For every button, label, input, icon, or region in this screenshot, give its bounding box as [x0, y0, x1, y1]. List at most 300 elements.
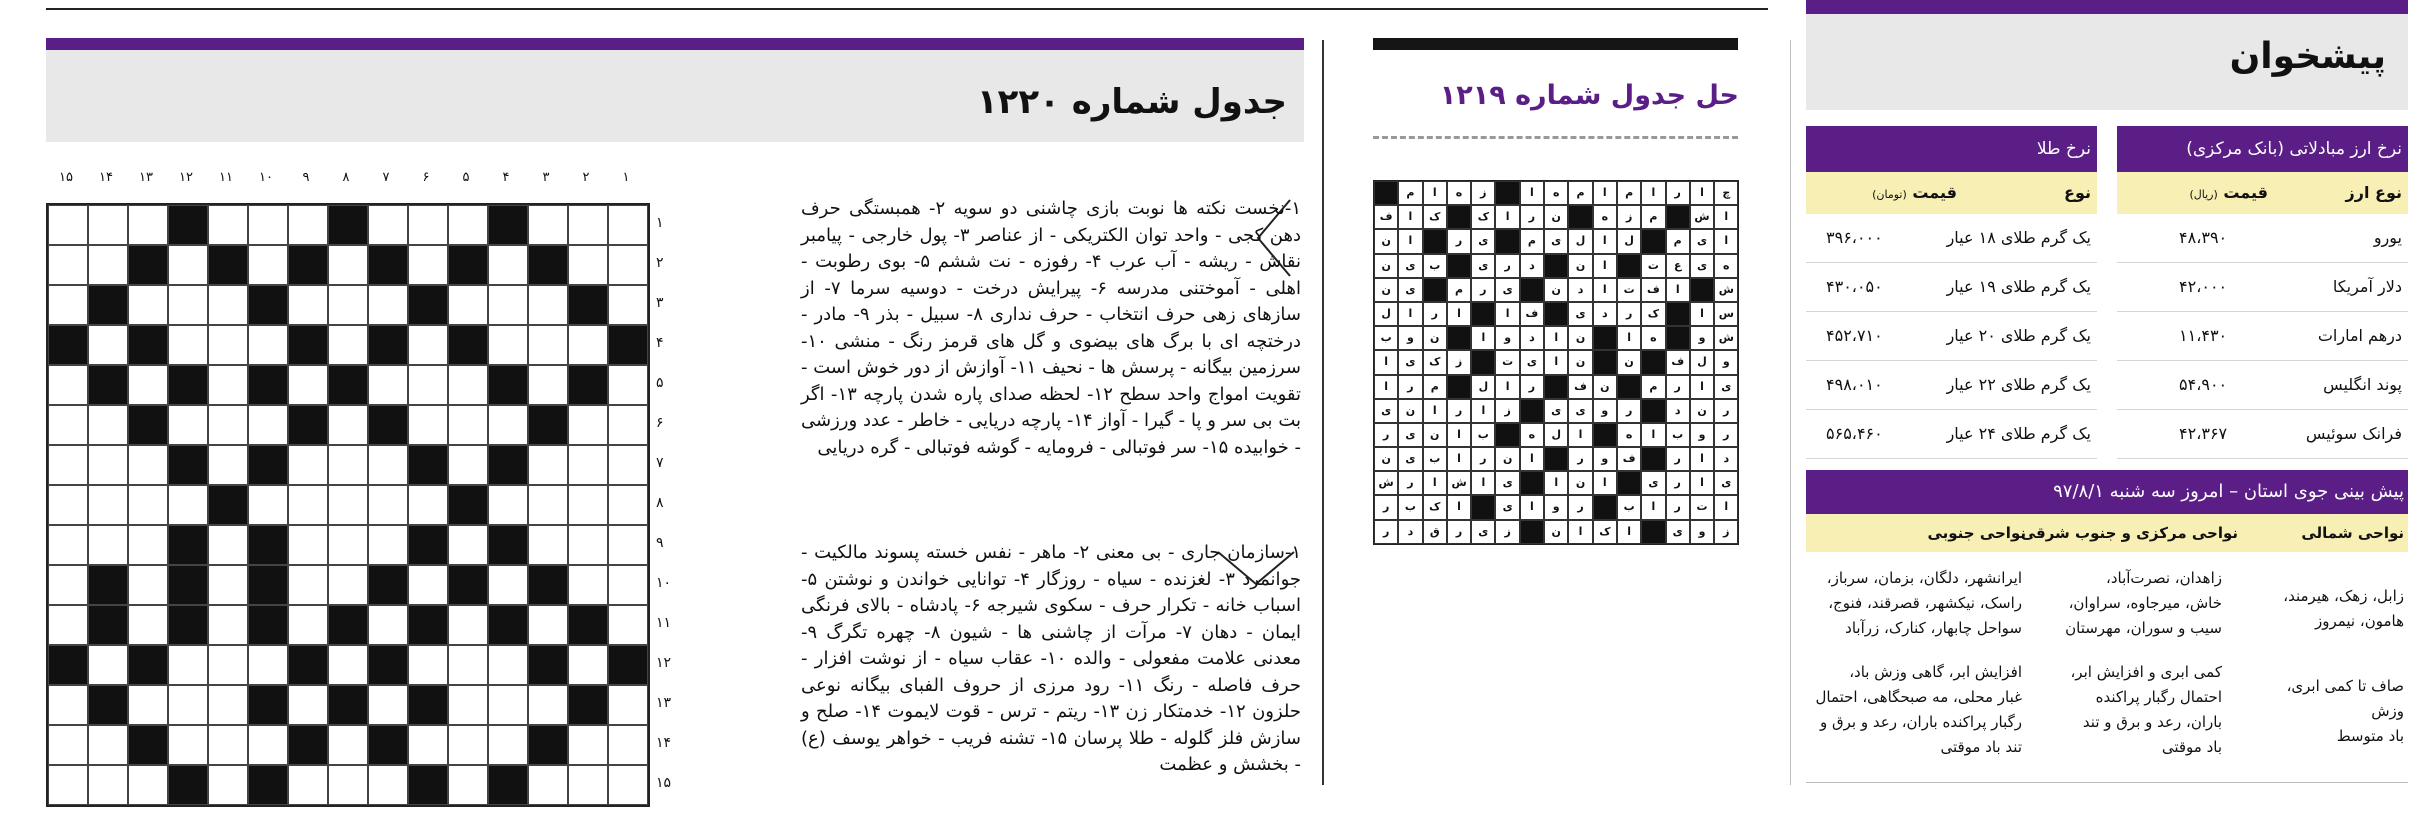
empty-cell[interactable] — [208, 365, 248, 405]
gold-unit: (تومان) — [1872, 188, 1907, 201]
solution-letter-cell: ه — [1641, 326, 1665, 350]
solution-letter-cell: ک — [1471, 205, 1495, 229]
empty-cell[interactable] — [128, 525, 168, 565]
empty-cell[interactable] — [568, 725, 608, 765]
empty-cell[interactable] — [368, 365, 408, 405]
empty-cell[interactable] — [248, 725, 288, 765]
gold-row-price: ۳۹۶،۰۰۰ — [1826, 228, 1883, 247]
currency-row — [2117, 361, 2408, 410]
solution-letter-cell: ا — [1544, 471, 1568, 495]
black-cell — [528, 245, 568, 285]
empty-cell[interactable] — [168, 725, 208, 765]
empty-cell[interactable] — [408, 365, 448, 405]
black-cell — [208, 245, 248, 285]
black-cell — [88, 365, 128, 405]
solution-letter-cell: م — [1520, 229, 1544, 253]
empty-cell[interactable] — [208, 445, 248, 485]
solution-letter-cell: ش — [1714, 278, 1738, 302]
empty-cell[interactable] — [488, 685, 528, 725]
empty-cell[interactable] — [608, 205, 648, 245]
solution-letter-cell: ی — [1544, 229, 1568, 253]
solution-letter-cell: م — [1398, 181, 1422, 205]
weather-title: پیش بینی جوی استان – امروز سه شنبه ۹۷/۸/۱ — [1806, 470, 2408, 514]
empty-cell[interactable] — [328, 285, 368, 325]
column-number: ۱۴ — [99, 170, 113, 185]
solution-black-cell — [1641, 229, 1665, 253]
empty-cell[interactable] — [608, 765, 648, 805]
black-cell — [448, 485, 488, 525]
solution-letter-cell: ی — [1495, 471, 1519, 495]
empty-cell[interactable] — [48, 565, 88, 605]
weather-north-places: زابل، زهک، هیرمند، هامون، نیمروز — [2283, 587, 2404, 630]
solution-letter-cell: ف — [1641, 278, 1665, 302]
empty-cell[interactable] — [568, 565, 608, 605]
empty-cell[interactable] — [408, 325, 448, 365]
empty-cell[interactable] — [328, 325, 368, 365]
empty-cell[interactable] — [408, 245, 448, 285]
black-cell — [88, 565, 128, 605]
column-number: ۱۰ — [259, 170, 273, 185]
solution-letter-cell: ز — [1471, 181, 1495, 205]
black-cell — [568, 285, 608, 325]
empty-cell[interactable] — [528, 205, 568, 245]
empty-cell[interactable] — [408, 565, 448, 605]
solution-black-cell — [1593, 326, 1617, 350]
empty-cell[interactable] — [448, 605, 488, 645]
solution-letter-cell: ا — [1593, 229, 1617, 253]
empty-cell[interactable] — [608, 485, 648, 525]
currency-row-name: دلار آمریکا — [2332, 277, 2402, 296]
empty-cell[interactable] — [48, 725, 88, 765]
solution-letter-cell: ش — [1714, 326, 1738, 350]
solution-letter-cell: ر — [1495, 254, 1519, 278]
black-cell — [408, 685, 448, 725]
black-cell — [328, 365, 368, 405]
empty-cell[interactable] — [368, 605, 408, 645]
empty-cell[interactable] — [128, 685, 168, 725]
empty-cell[interactable] — [448, 445, 488, 485]
solution-letter-cell: ر — [1374, 423, 1398, 447]
solution-letter-cell: ی — [1398, 278, 1422, 302]
empty-cell[interactable] — [528, 765, 568, 805]
empty-cell[interactable] — [88, 765, 128, 805]
solution-letter-cell: چ — [1714, 181, 1738, 205]
black-cell — [488, 445, 528, 485]
empty-cell[interactable] — [168, 285, 208, 325]
solution-letter-cell: س — [1714, 302, 1738, 326]
empty-cell[interactable] — [208, 525, 248, 565]
empty-cell[interactable] — [488, 325, 528, 365]
gold-row — [1806, 263, 2097, 312]
empty-cell[interactable] — [328, 245, 368, 285]
empty-cell[interactable] — [528, 285, 568, 325]
empty-cell[interactable] — [288, 765, 328, 805]
solution-letter-cell: ی — [1471, 229, 1495, 253]
empty-cell[interactable] — [208, 565, 248, 605]
empty-cell[interactable] — [48, 485, 88, 525]
solution-letter-cell: ز — [1495, 399, 1519, 423]
black-cell — [368, 565, 408, 605]
empty-cell[interactable] — [448, 285, 488, 325]
solution-letter-cell: ا — [1593, 278, 1617, 302]
black-cell — [208, 485, 248, 525]
empty-cell[interactable] — [528, 485, 568, 525]
black-cell — [88, 605, 128, 645]
solution-letter-cell: ی — [1544, 399, 1568, 423]
empty-cell[interactable] — [48, 365, 88, 405]
currency-row — [2117, 312, 2408, 361]
gold-row-price: ۴۹۸،۰۱۰ — [1826, 375, 1883, 394]
solution-letter-cell: ع — [1666, 254, 1690, 278]
solution-letter-cell: ن — [1495, 447, 1519, 471]
empty-cell[interactable] — [608, 445, 648, 485]
empty-cell[interactable] — [488, 565, 528, 605]
empty-cell[interactable] — [568, 325, 608, 365]
empty-cell[interactable] — [408, 485, 448, 525]
empty-cell[interactable] — [528, 365, 568, 405]
empty-cell[interactable] — [168, 485, 208, 525]
empty-cell[interactable] — [128, 605, 168, 645]
empty-cell[interactable] — [208, 685, 248, 725]
empty-cell[interactable] — [128, 205, 168, 245]
empty-cell[interactable] — [128, 365, 168, 405]
row-number: ۵ — [656, 375, 664, 391]
empty-cell[interactable] — [208, 405, 248, 445]
empty-cell[interactable] — [608, 365, 648, 405]
empty-cell[interactable] — [488, 485, 528, 525]
empty-cell[interactable] — [168, 325, 208, 365]
solution-letter-cell: ر — [1568, 447, 1592, 471]
empty-cell[interactable] — [328, 725, 368, 765]
solution-letter-cell: ی — [1520, 350, 1544, 374]
empty-cell[interactable] — [248, 405, 288, 445]
empty-cell[interactable] — [328, 565, 368, 605]
empty-cell[interactable] — [448, 405, 488, 445]
solution-letter-cell: ب — [1398, 495, 1422, 519]
empty-cell[interactable] — [568, 245, 608, 285]
empty-cell[interactable] — [88, 325, 128, 365]
empty-cell[interactable] — [608, 565, 648, 605]
currency-row-name: درهم امارات — [2317, 326, 2402, 345]
empty-cell[interactable] — [288, 565, 328, 605]
empty-cell[interactable] — [248, 325, 288, 365]
empty-cell[interactable] — [128, 765, 168, 805]
solution-letter-cell: ی — [1690, 229, 1714, 253]
solution-letter-cell: ن — [1690, 399, 1714, 423]
empty-cell[interactable] — [368, 205, 408, 245]
empty-cell[interactable] — [448, 525, 488, 565]
gold-col-price-label: قیمت — [1912, 183, 1957, 202]
row-number: ۱۱ — [656, 615, 672, 631]
empty-cell[interactable] — [328, 645, 368, 685]
empty-cell[interactable] — [48, 405, 88, 445]
empty-cell[interactable] — [368, 485, 408, 525]
empty-cell[interactable] — [568, 525, 608, 565]
empty-cell[interactable] — [88, 645, 128, 685]
black-cell — [168, 605, 208, 645]
empty-cell[interactable] — [208, 765, 248, 805]
empty-cell[interactable] — [608, 685, 648, 725]
black-cell — [528, 565, 568, 605]
solution-letter-cell: ا — [1641, 495, 1665, 519]
solution-letter-cell: ز — [1714, 520, 1738, 544]
solution-letter-cell: و — [1398, 326, 1422, 350]
empty-cell[interactable] — [448, 685, 488, 725]
empty-cell[interactable] — [528, 685, 568, 725]
solution-letter-cell: م — [1617, 181, 1641, 205]
currency-row-name: فرانک سوئیس — [2305, 424, 2402, 443]
column-number: ۸ — [342, 170, 350, 185]
empty-cell[interactable] — [288, 285, 328, 325]
empty-cell[interactable] — [448, 365, 488, 405]
empty-cell[interactable] — [248, 245, 288, 285]
empty-cell[interactable] — [288, 485, 328, 525]
solution-letter-cell: ل — [1544, 423, 1568, 447]
black-cell — [408, 525, 448, 565]
empty-cell[interactable] — [48, 285, 88, 325]
solution-title: حل جدول شماره ۱۲۱۹ — [1439, 80, 1739, 111]
black-cell — [488, 365, 528, 405]
currency-rows — [2117, 214, 2408, 459]
pishkhan-title: پیشخوان — [2229, 36, 2386, 77]
solution-letter-cell: ا — [1398, 229, 1422, 253]
solution-letter-cell: ا — [1374, 350, 1398, 374]
column-number: ۱۵ — [59, 170, 73, 185]
empty-cell[interactable] — [328, 525, 368, 565]
empty-cell[interactable] — [248, 205, 288, 245]
column-number: ۹ — [302, 170, 310, 185]
empty-cell[interactable] — [168, 645, 208, 685]
currency-row-name: پوند انگلیس — [2323, 375, 2402, 394]
solution-letter-cell: ا — [1617, 520, 1641, 544]
solution-black-cell — [1544, 254, 1568, 278]
solution-letter-cell: ت — [1690, 495, 1714, 519]
row-number: ۱۲ — [656, 655, 672, 671]
empty-cell[interactable] — [568, 405, 608, 445]
weather-col-center: نواحی مرکزی و جنوب شرقی — [2020, 524, 2238, 542]
empty-cell[interactable] — [328, 405, 368, 445]
empty-cell[interactable] — [288, 365, 328, 405]
empty-cell[interactable] — [608, 725, 648, 765]
solution-letter-cell: م — [1666, 229, 1690, 253]
weather-panel — [1806, 470, 2408, 783]
empty-cell[interactable] — [328, 485, 368, 525]
empty-cell[interactable] — [368, 765, 408, 805]
solution-letter-cell: ن — [1568, 326, 1592, 350]
empty-cell[interactable] — [488, 725, 528, 765]
solution-letter-cell: و — [1593, 447, 1617, 471]
solution-letter-cell: ا — [1423, 471, 1447, 495]
black-cell — [568, 685, 608, 725]
solution-letter-cell: ا — [1447, 423, 1471, 447]
black-cell — [248, 445, 288, 485]
empty-cell[interactable] — [208, 325, 248, 365]
solution-black-cell — [1544, 375, 1568, 399]
solution-letter-cell: ک — [1423, 495, 1447, 519]
solution-letter-cell: ر — [1568, 495, 1592, 519]
empty-cell[interactable] — [488, 245, 528, 285]
solution-letter-cell: ی — [1568, 399, 1592, 423]
empty-cell[interactable] — [128, 285, 168, 325]
empty-cell[interactable] — [368, 285, 408, 325]
empty-cell[interactable] — [208, 205, 248, 245]
puzzle-accent-bar — [46, 38, 1304, 50]
empty-cell[interactable] — [608, 605, 648, 645]
row-number: ۱۴ — [656, 735, 672, 751]
empty-cell[interactable] — [408, 645, 448, 685]
empty-cell[interactable] — [88, 525, 128, 565]
solution-letter-cell: ل — [1374, 302, 1398, 326]
solution-letter-cell: ن — [1423, 326, 1447, 350]
weather-south-forecast: افزایش ابر، گاهی وزش باد، غبار محلی، مه صبحگاهی، احتمال رگبار پراکنده باران، رعد و برق و تند باد موقتی — [1815, 663, 2022, 756]
empty-cell[interactable] — [568, 645, 608, 685]
empty-cell[interactable] — [488, 405, 528, 445]
currency-unit: (ریال) — [2189, 188, 2218, 201]
solution-black-cell — [1374, 181, 1398, 205]
pishkhan-header — [1806, 14, 2408, 110]
row-number: ۱ — [656, 215, 664, 231]
empty-cell[interactable] — [48, 445, 88, 485]
gold-table — [1806, 126, 2097, 459]
empty-cell[interactable] — [568, 765, 608, 805]
empty-cell[interactable] — [368, 445, 408, 485]
black-cell — [168, 525, 208, 565]
solution-letter-cell: ک — [1593, 520, 1617, 544]
empty-cell[interactable] — [488, 285, 528, 325]
empty-cell[interactable] — [448, 765, 488, 805]
solution-letter-cell: ر — [1617, 399, 1641, 423]
empty-cell[interactable] — [608, 285, 648, 325]
empty-cell[interactable] — [88, 485, 128, 525]
empty-cell[interactable] — [208, 285, 248, 325]
solution-letter-cell: ش — [1447, 471, 1471, 495]
empty-cell[interactable] — [248, 645, 288, 685]
column-number: ۱۳ — [139, 170, 153, 185]
empty-cell[interactable] — [48, 525, 88, 565]
black-cell — [328, 205, 368, 245]
solution-letter-cell: ف — [1666, 350, 1690, 374]
empty-cell[interactable] — [128, 445, 168, 485]
solution-letter-cell: ا — [1374, 375, 1398, 399]
solution-letter-cell: ق — [1423, 520, 1447, 544]
solution-black-cell — [1593, 423, 1617, 447]
empty-cell[interactable] — [288, 605, 328, 645]
empty-cell[interactable] — [568, 445, 608, 485]
solution-letter-cell: د — [1520, 326, 1544, 350]
black-cell — [328, 605, 368, 645]
solution-letter-cell: ا — [1495, 375, 1519, 399]
solution-letter-cell: ش — [1690, 205, 1714, 229]
empty-cell[interactable] — [408, 205, 448, 245]
empty-cell[interactable] — [48, 765, 88, 805]
empty-cell[interactable] — [288, 445, 328, 485]
black-cell — [168, 765, 208, 805]
solution-letter-cell: ر — [1714, 399, 1738, 423]
empty-cell[interactable] — [368, 525, 408, 565]
solution-letter-cell: ه — [1593, 205, 1617, 229]
solution-letter-cell: ا — [1690, 375, 1714, 399]
empty-cell[interactable] — [168, 405, 208, 445]
currency-col-name: نوع ارز — [2345, 183, 2402, 202]
empty-cell[interactable] — [568, 205, 608, 245]
solution-letter-cell: ا — [1568, 423, 1592, 447]
empty-cell[interactable] — [48, 685, 88, 725]
solution-letter-cell: ر — [1617, 302, 1641, 326]
empty-cell[interactable] — [208, 605, 248, 645]
empty-cell[interactable] — [88, 205, 128, 245]
empty-cell[interactable] — [328, 765, 368, 805]
empty-cell[interactable] — [288, 205, 328, 245]
solution-letter-cell: ر — [1520, 205, 1544, 229]
solution-letter-cell: ا — [1641, 423, 1665, 447]
solution-letter-cell: ن — [1617, 350, 1641, 374]
empty-cell[interactable] — [248, 485, 288, 525]
solution-letter-cell: ا — [1520, 181, 1544, 205]
empty-cell[interactable] — [288, 685, 328, 725]
empty-cell[interactable] — [88, 405, 128, 445]
black-cell — [488, 765, 528, 805]
empty-cell[interactable] — [48, 205, 88, 245]
empty-cell[interactable] — [528, 445, 568, 485]
solution-letter-cell: ب — [1471, 423, 1495, 447]
solution-letter-cell: ی — [1471, 254, 1495, 278]
row-number: ۱۵ — [656, 775, 672, 791]
empty-cell[interactable] — [608, 245, 648, 285]
empty-cell[interactable] — [88, 245, 128, 285]
solution-letter-cell: و — [1593, 399, 1617, 423]
black-cell — [88, 285, 128, 325]
black-cell — [288, 325, 328, 365]
solution-black-cell — [1617, 254, 1641, 278]
currency-row — [2117, 214, 2408, 263]
empty-cell[interactable] — [48, 605, 88, 645]
empty-cell[interactable] — [88, 445, 128, 485]
empty-cell[interactable] — [88, 725, 128, 765]
solution-black-cell — [1520, 399, 1544, 423]
empty-cell[interactable] — [328, 445, 368, 485]
empty-cell[interactable] — [448, 205, 488, 245]
empty-cell[interactable] — [368, 685, 408, 725]
empty-cell[interactable] — [208, 725, 248, 765]
empty-cell[interactable] — [528, 525, 568, 565]
empty-cell[interactable] — [528, 325, 568, 365]
empty-cell[interactable] — [448, 725, 488, 765]
empty-cell[interactable] — [288, 525, 328, 565]
empty-cell[interactable] — [488, 645, 528, 685]
empty-cell[interactable] — [528, 605, 568, 645]
empty-cell[interactable] — [128, 565, 168, 605]
empty-cell[interactable] — [208, 645, 248, 685]
currency-row-name: یورو — [2373, 228, 2402, 247]
empty-cell[interactable] — [408, 725, 448, 765]
gold-row-price: ۵۶۵،۴۶۰ — [1826, 424, 1883, 443]
solution-letter-cell: ا — [1690, 181, 1714, 205]
empty-cell[interactable] — [48, 245, 88, 285]
empty-cell[interactable] — [608, 525, 648, 565]
empty-cell[interactable] — [408, 405, 448, 445]
empty-cell[interactable] — [128, 485, 168, 525]
empty-cell[interactable] — [168, 685, 208, 725]
empty-cell[interactable] — [168, 245, 208, 285]
empty-cell[interactable] — [448, 645, 488, 685]
column-number: ۱۲ — [179, 170, 193, 185]
empty-cell[interactable] — [608, 405, 648, 445]
empty-cell[interactable] — [568, 485, 608, 525]
solution-letter-cell: و — [1690, 520, 1714, 544]
solution-letter-cell: ن — [1544, 205, 1568, 229]
black-cell — [248, 605, 288, 645]
solution-letter-cell: ف — [1520, 302, 1544, 326]
